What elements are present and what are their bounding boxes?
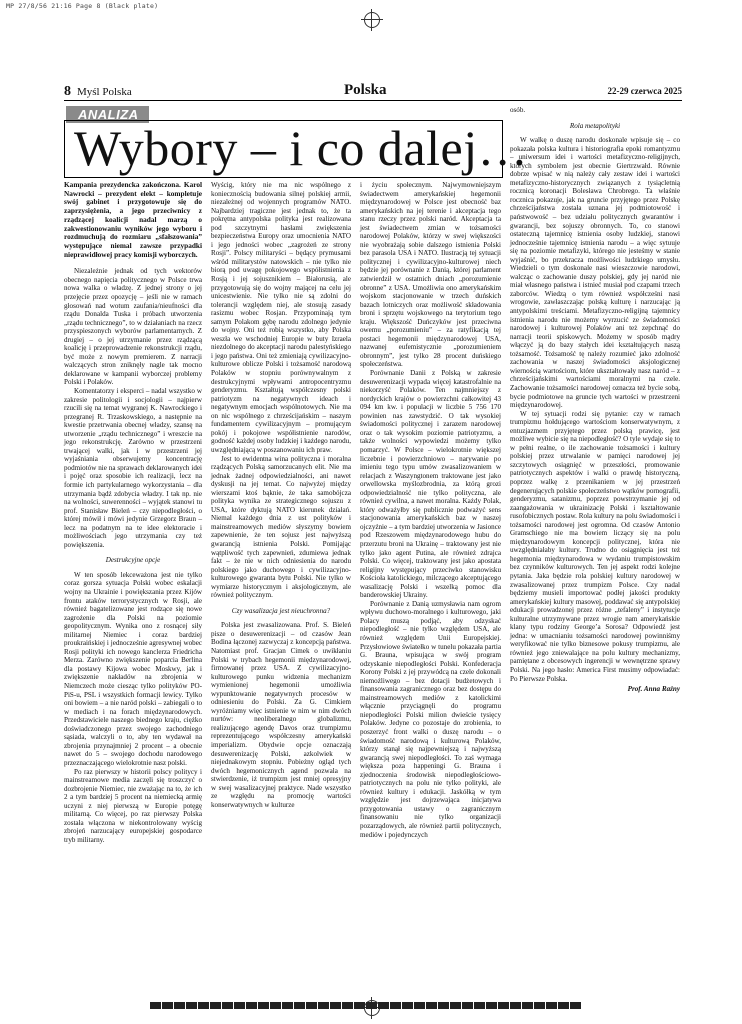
paragraph: Po raz pierwszy w historii polscy politycy i mainstreamowe media zaczęli się troszczyć o dozbrojenie Niemiec, nie zważając na to, że ich 2 a tym bardziej 5 procent na niemiecką armię uczyni z niej pierwszą w Europie potęgę militarną. Co więcej, po raz pierwszy Polska została włączona w niekontrolowany wyścig zbrojeń narzucający europejskiej gospodarce tryb militarny. (64, 767, 202, 844)
author-signature: Prof. Anna Raźny (627, 685, 680, 694)
paragraph: Jest to ewidentna wina polityczna i moralna rządzących Polską samorzucanych elit. Nie ma jednak żadnej odpowiedzialności, ani nawet dyskusji na jej temat. Co najwyżej między wierszami ktoś bąknie, że taka samobójcza polityka wynika ze strategicznego sojuszu z USA, które dyktują NATO kierunek działań. Niemal każdego dnia z ust polityków i mainstreamowych mediów słyszymy bowiem zapewnienie, że ten sojusz jest najwyższą gwarancją istnienia Polski. Pomijając wątpliwość tych zapewnień, zdumiewa jednak fakt – że nie w nich odniesienia do narodu polskiego jako duchowego i cywilizacyjno-kulturowego gwaranta bytu Polski. Nie tylko w wymiarze historycznym i aksjologicznym, ale również politycznym. (211, 454, 351, 600)
paragraph: W tej sytuacji rodzi się pytanie: czy w ramach trumpizmu hołdującego wartościom konserwatywnym, z entuzjazmem przyjętego przez polską prawicę, jest możliwe wybicie się na niepodległość? O tyle wydaje się to w pełni realne, o ile zachowanie tożsamości i kultury polskiej przez utrwalanie w pamięci narodowej jej szczytowych osiągnięć w przeszłości, promowanie patriotycznych aspektów i walki o prawdę historyczną, poprzez walkę z przenikaniem w jej przestrzeń degenerujących polskie społeczeństwo wątków pornografii, genderyzmu, satanizmu, poprzez powstrzymanie jej od zaangażowania w ukrainizację Polski i kształtowanie rusofobicznych postaw. Rola kultury na polu świadomości i tożsamości narodowej jest ogromna. Od czasów Antonio Gramschiego nie ma bowiem liczący się na polu międzynarodowym koncepcji politycznej, która nie uwzględniałaby kultury. Trudno do osiągnięcia jest też hegemonia międzynarodowa w wydaniu trumpistowskim bez czynników kulturowych. Ten jej aspekt rodzi kolejne pytania. Jaka będzie rola polskiej kultury narodowej w zwasalizowanej przez trumpizm Polsce. Czy nadal będziemy musieli importować podłej jakości produkty amerykańskiej kultury masowej, poddawać się antypolskiej edukacji prowadzonej przez różne „tefaleny” i instytucje kulturalne utrzymywane przez wrogie nam amerykańskie klany typu rodziny George’a Sorosa? Odpowiedź jest jedna: w umacnianiu tożsamości narodowej powinniśmy weryfikować nie tylko biznesowe pokusy trumpizmu, ale również jego zniewalające na polu kultury mechanizmy, pamiętane z obcesowych ingerencji w wewnętrzne sprawy Polski. Na jego hasło: America First musimy odpowiadać: Po Pierwsze Polska. (510, 409, 680, 683)
paragraph: Porównanie Danii z Polską w zakresie desuwerenizacji wypada więcej katastrofalnie na niekorzyść Polaków. Ten najmniejszy z nordyckich krajów o powierzchni całkowitej 43 094 km kw. i populacji w liczbie 5 756 170 powinien nas zawstydzić. O tak wysokiej świadomości politycznej i zarazem narodowej oraz o tak wysokim poziomie patriotyzmu, a także wolności wypowiedzi możemy tylko pomarzyć. W Polsce – wielokrotnie większej liczebnie i powierzchniowo – narywanie po imieniu tego typu umów zwasalizowaniem w relacjach z Waszyngtonem traktowane jest jako orwellowska myślozbrodnia, za którą grozi odpowiedzialność nie tylko polityczna, ale również cywilna, a nawet moralna. Każdy Polak, który odważyłby się publicznie podważyć sens stacjonowania amerykańskich baz w naszej ojczyźnie – a tym bardziej utworzenia w Jasionce pod Rzeszowem międzynarodowego hubu do przerzutu broni na Ukrainę – traktowany jest nie tylko jako agent Putina, ale również zdrajca Polski. Co więcej, traktowany jest jako apostata religijny występujący przeciwko stanowisku Kościoła katolickiego, milczącego akceptującego wasalizację Polski i wszelką pomoc dla banderowskiej Ukrainy. (360, 369, 501, 600)
publication-name: Myśl Polska (77, 86, 132, 98)
subheading: Czy wasalizacja jest nieuchronna? (231, 606, 331, 615)
paragraph: Porównanie z Danią uzmysławia nam ogrom wpływu duchowo-moralnego i kulturowego, jaki Polacy muszą podjąć, aby odzyskać niepodległość – nie tylko względem USA, ale również względem Unii Europejskiej. Przysłowiowe światełko w tunelu pokazała partia G. Brauna, wpisująca w swój program odzyskanie niepodległości Polski. Konfederacja Korony Polski z jej przywódcą na czele dokonali niemożliwego – bez dotacji budżetowych i finansowania zagranicznego oraz bez dostępu do mainstreamowych mediów z katolickimi włącznie przyciągnęli do programu niepodległości Polski milion dwieście tysięcy Polaków. Jedyne co pozostaje do zrobienia, to poszerzyć front walki o duszę narodu – o świadomość narodową i kulturową Polaków, którzy stanął się najpewniejszą i najwyższą gwarancją swej niepodległości. To zaś wymaga większa poza happeningi G. Brauna i zjednoczenia środowisk niepodległościowo-patriotycznych na polu nie tylko polityki, ale również kultury i edukacji. Jaskółką w tym względzie jest dojrzewająca inicjatywa przygotowania ustawy o zagranicznym finansowaniu nie tylko organizacji pozarządowych, ale również partii politycznych, mediów i pojedynczych (360, 599, 501, 839)
page-header (64, 84, 682, 101)
article-column-2 (211, 181, 351, 809)
article-column-1 (64, 181, 202, 844)
paragraph: Wyścig, który nie ma nic wspólnego z koniecznością budowania silnej polskiej armii, niezależnej od wojennych programów NATO. Najbardziej tragiczne jest jednak to, że ta pokrętna antypolska polityka jest realizowana pod szczytnymi hasłami zwiększenia bezpieczeństwa Europy oraz umocnienia NATO i jego jedności wobec „zagrożeń ze strony Rosji”. Polscy militaryści – będący prymusami wśród militarystów natowskich – nie tylko nie biorą pod uwagę pokojowego współistnienia z Rosją i jej sojusznikiem – Białorusią, ale przygotowują się do wojny mającej na celu jej unicestwienie. Nie tylko nie są zdolni do tolerancji względem niej, ale stosują zasady rasizmu wobec Rosjan. Przypominają tym samym Polakom gębę narodu zdolnego jedynie do wojny. Oni też robią wszystko, aby Polska weszła we wschodniej Europie w buty Izraela niezdolnego do akceptacji narodu palestyńskiego i jego państwa. Oni też zmieniają cywilizacyjno-kulturowe oblicze Polski i tożsamość narodową Polaków w stopniu porównywalnym z destrukcyjnymi wpływami antropocentryzmu genderyzmu. Kształtują współczesny polski patriotyzm na negatywnych ideach i negatywnym emocjach wspólnotowych. Nie ma on nic wspólnego z chrześcijańskim – naszym fundamentem cywilizacyjnym – promującym pokój i pokojowe współistnienie narodów, godność każdej osoby ludzkiej i każdego narodu, uwzględniającą w poszanowaniu ich praw. (211, 181, 351, 454)
issue-date: 22-29 czerwca 2025 (607, 86, 682, 96)
color-calibration-bar (150, 996, 590, 1004)
article-column-4 (510, 106, 680, 694)
paragraph: Polska jest zwasalizowana. Prof. S. Bieleń pisze o desuwerenizacji – od czasów Jean Bodina łączonej zazwyczaj z koncepcją państwa. Natomiast prof. Gracjan Cimek o uwikłaniu Polski w trybach hegemonii międzynarodowej, firmowanej przez USA. Z cywilizacyjno-kulturowego punku widzenia mechanizm wymienionej hegemonii umożliwia wypunktowanie negatywnych procesów w odniesieniu do Polski. Za G. Cimkiem wyróżniamy więc istnienie w nim w nim dwóch nurtów: neoliberalnego globalizmu, realizującego agendę Davos oraz trumpizmu reprezentującego współczesny amerykański imperializm. Obydwie opcje oznaczają desuwerenizację Polski, azkolwiek w niejednakowym stopniu. Pobieżny ogląd tych dwóch hegemonicznych agend pozwala na stwierdzenie, iż trumpizm jest mniej opresyjny w swej wasalizacyjnej praktyce. Nade wszystko ze względu na promocję wartości konserwatywnych w kulturze (211, 621, 351, 809)
page-number-and-publication (64, 84, 132, 100)
paragraph: osób. (510, 106, 526, 114)
paragraph: i życiu społecznym. Najwymowniejszym świadectwem amerykańskiej hegemonii międzynarodowej w Polsce jest obecność baz amerykańskich na jej terenie i akceptacja tego stanu rzeczy przez polski naród. Akceptacja ta jest świadectwem zmian w tożsamości narodowej Polaków, którzy w swej większości nie wyobrażają sobie dalszego istnienia Polski bez parasola USA i NATO. Ilustracją tej sytuacji politycznej i cywilizacyjno-kulturowej niech będzie jej porównanie z Danią, której parlament zatwierdził w ostatnich dniach „porozumienie obronne” z USA. Umożliwia ono amerykańskim wojskom stacjonowanie w trzech duńskich bazach lotniczych oraz możliwość składowania broni i sprzętu wojskowego na terytorium tego kraju. Większość Duńczyków jest przeciwna owemu „porozumieniu” – za ratyfikacją tej postaci hegemonii międzynarodowej USA, nazwanej eufemistycznie „porozumieniem obronnym”, jest tylko 28 procent duńskiego społeczeństwa. (360, 181, 501, 369)
paragraph: W ten sposób lekceważona jest nie tylko coraz gorsza sytuacja Polski wobec eskalacji wojny na Ukrainie i powiększania przez Kijów frontu ataków terrorystycznych w Rosji, ale również bagatelizowane jest rodzące się nowe zagrożenie dla Polski na poziomie geopolitycznym. Wynika ono z rosnącej siły militarnej Niemiec i coraz bardziej proukraińskiej i jednocześnie agresywnej wobec Rosji polityki ich nowego kanclerza Friedricha Merza. Zarówno zwiększenie poparcia Berlina dla postawy Kijowa wobec Moskwy, jak i zwiększenie nakładów na zbrojenia w Niemczech może ciesząc tylko polityków PO-PiS-u, PSL i wszystkich formacji lewicy. Tylko oni bowiem – a nie naród polski – zabiegali o to w mediach i na forach międzynarodowych. Przedstawiciele naszego biednego kraju, ciężko doświadczonego przez swojego zachodniego sąsiada, walczyli o to, aby ten wydawał na zbrojenia przynajmniej 2 procent – a obecnie nawet do 5 – swojego dochodu narodowego przeznaczającego wielokrotnie nasz polski. (64, 570, 202, 767)
article-headline: Wybory – i co dalej… (74, 120, 529, 176)
subheading: Destrukcyjne opcje (105, 556, 161, 565)
section-tag: ANALIZA (66, 106, 149, 123)
paragraph: Niezależnie jednak od tych wektorów obecnego napięcia politycznego w Polsce trwa nowa walka o władzę. Z jednej strony o jej przejęcie przez opozycję – jeśli nie w ramach głosowań nad wotum zaufania/nieufności dla rządu Donalda Tuska i próbach utworzenia „rządu technicznego”, to w działaniach na rzecz przyspieszonych wyborów parlamentarnych. Z drugiej – o jej utrzymanie przez rządzącą koalicję i przeprowadzenie rekonstrukcji rządu, być może z nowym premierem. Z narracji walczących stron zniknęły nagle tak mocno deklarowane w kampanii wyborczej problemy Polski i Polaków. (64, 267, 202, 387)
subheading: Rola metapolityki (569, 121, 621, 130)
section-name: Polska (344, 82, 387, 98)
article-lead: Kampania prezydencka zakończona. Karol Nawrocki – prezydent elekt – kompletuje swój gabinet i przygotowuje się do zaprzysiężenia, a jego przeciwnicy z rządzącej koalicji nadal marzą o zakwestionowaniu wyników jego wyboru i rozdmuchują do rozmiaru „sfałszowania” występujące niemal zawsze przypadki nieprawidłowej pracy komisji wyborczych. (64, 180, 202, 259)
paragraph: Komentatorzy i eksperci – nadal wszystko w zakresie politologii i socjologii – najpierw rzucili się na temat wygranej K. Nawrockiego i przegranej R. Trzaskowskiego, a następnie na kwestie przetrwania obecnej władzy, szansę na utworzenie „rządu technicznego” i wreszcie na jego rekonstrukcję. Zarówno w przestrzeni trwającej walki, jak i w przestrzeni jej wyjaśniania obserwujemy koncentrację podmiotów nie na sprawach deklarowanych idei i pojęć oraz sposobie ich realizacji, lecz na formie ich partykularnego wykorzystania – dla utrzymania bądź zdobycia władzy. I tak np. nie na wolności, suwerenności – wyjątek stanowi tu prof. Stanisław Bieleń – czy niepodległości, o której mówił i mówi jedynie Grzegorz Braun – lecz na podatnym na te idee elektoracie i możliwościach jego utrzymania czy też powiększenia. (64, 386, 202, 549)
registration-mark-icon (364, 12, 380, 28)
print-slug: MP 27/8/56 21:16 Page 8 (Black plate) (6, 2, 159, 10)
paragraph: W walkę o duszę narodu doskonale wpisuje się – co pokazała polska kultura i historiografia epoki romantyzmu – uniwersum idei i wartości metafizyczno-religijnych, których symbolem jest obecnie Giertrzwałd. Równie dobrze wpisać w nią należy cały zestaw idei i wartości metafizyczno-historycznych związanych z tysiącletnią rocznicą koronacji Bolesława Chrobrego. Ta właśnie rocznica pokazuje, jak na gruncie przyjętego przez Polskę chrześcijaństwa została uznana jej podmiotowość i państwowość – bez udziału politycznych gwarantów i gwarancji, bez sojuszy obronnych. To, co stanowi ostateczną tajemnicę istnienia osoby ludzkiej, stanowi jednocześnie tajemnicę istnienia narodu – a więc sytuuje się na poziomie metafizyki, którego nie jesteśmy w stanie wyjaśnić, bo przekracza możliwości ludzkiego umysłu. Wiedzieli o tym doskonale nasi wieszczowie narodowi, walcząc o zachowanie duszy polskiej, gdy jej naród nie miał własnego państwa i istnieć musiał pod czapami trzech zaborców. Wiedzą o tym również współcześni nasi wrogowie, zawłaszczając polską kulturę i narzucając ją antypolskimi treściami. Metafizyczno-religijną tajemnicy istnienia narodu nie możemy wyrzucić ze świadomości narodowej i kulturowej Polaków ani też zepchnąć do narracji teorii spiskowych. Możemy w sposób mądry włączyć ją do bazy stałych idei kształtujących naszą tożsamość. Tożsamość tę należy rozumieć jako zdolność zachowania w naszej świadomości aksjologicznej wiernością wartościom, które ukształtowały nasz naród – z chrześcijańskimi wartościami moralnymi na czele. Zachowanie tożsamości narodowej oznacza też bycie sobą, bycie podmiotowe na gruncie tych wartości w przestrzeni międzynarodowej. (510, 136, 680, 410)
article-column-3 (360, 181, 501, 839)
page-number: 8 (64, 84, 71, 99)
